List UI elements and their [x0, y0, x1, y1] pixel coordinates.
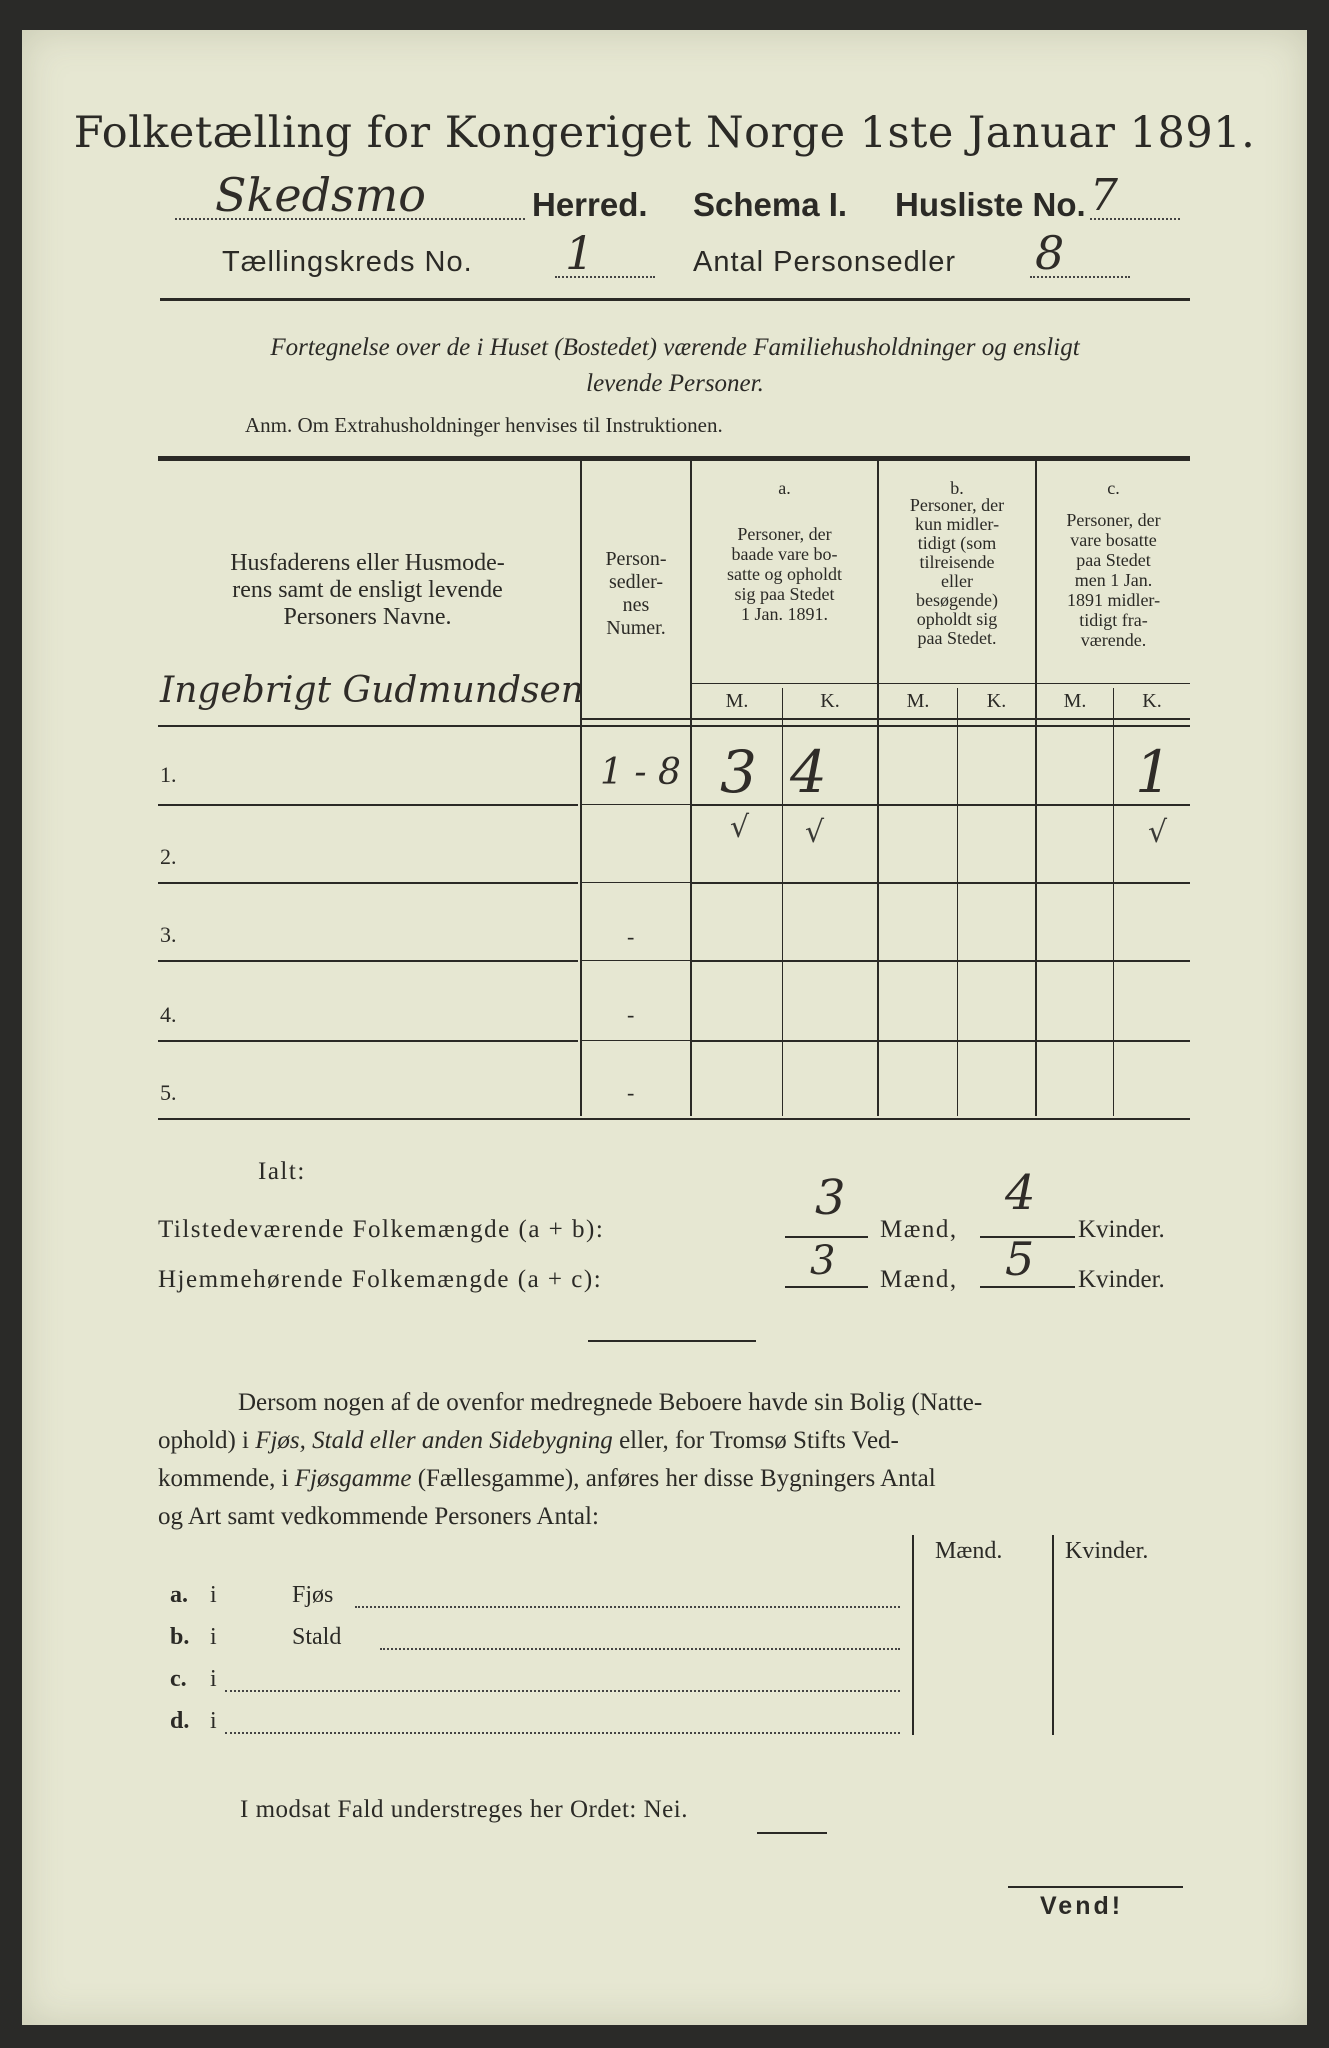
schema-label: Schema I.: [693, 186, 848, 223]
item-d-letter: d.: [170, 1708, 190, 1734]
row-1-line: [158, 804, 578, 806]
col-b-letter: b.: [950, 478, 964, 498]
row-4-number: 4.: [160, 1002, 177, 1027]
row-2-check-a-k: √: [805, 815, 825, 850]
row-2-data-line: [692, 882, 1190, 884]
header-bottom-rule: [158, 725, 1190, 727]
row-3-num-line: [582, 960, 690, 961]
hjemme-k-value: 5: [1005, 1232, 1035, 1286]
a-m-label: M.: [725, 690, 749, 712]
household-head-handwritten: Ingebrigt Gudmundsen: [160, 670, 584, 711]
tilstede-kvinder: Kvinder.: [1078, 1216, 1165, 1243]
b-k-label: K.: [986, 690, 1007, 712]
herred-handwritten: Skedsmo: [215, 168, 426, 222]
col-a-letter: a.: [778, 478, 791, 498]
kreds-label: Tællingskreds No.: [222, 246, 473, 278]
tilstede-label: Tilstedeværende Folkemængde (a + b):: [158, 1216, 605, 1243]
row-3-line: [158, 960, 578, 962]
col-a-header: Personer, der baade vare bo- satte og opholdt sig paa Stedet 1 Jan. 1891.: [727, 524, 842, 624]
antal-handwritten: 8: [1035, 226, 1065, 280]
row-1-a-m: 3: [720, 738, 757, 806]
col-c-letter: c.: [1107, 478, 1120, 498]
intro-line-2: levende Personer.: [586, 370, 764, 397]
item-b-dots: [380, 1640, 900, 1650]
header-divider: [160, 298, 1190, 301]
row-2-check-c-k: √: [1148, 815, 1168, 850]
row-4-num-line: [582, 1040, 690, 1041]
item-a-letter: a.: [170, 1582, 188, 1608]
row-1-num-line: [582, 804, 690, 805]
vend-text: Vend!: [1040, 1892, 1124, 1920]
tilstede-m-value: 3: [815, 1170, 846, 1226]
hjemme-kvinder: Kvinder.: [1078, 1266, 1165, 1293]
form-title: Folketælling for Kongeriget Norge 1ste Januar 1891.: [73, 108, 1256, 158]
buildings-col-divider-1: [912, 1535, 914, 1735]
ialt-label: Ialt:: [258, 1158, 306, 1185]
buildings-paragraph: Dersom nogen af de ovenfor medregnede Beboere havde sin Bolig (Natte- ophold) i Fjøs, Stald eller anden Sidebygning eller, for Tromsø Stifts Ved- kommende, i Fjøsgamme (Fællesgamme), anføres her disse Bygningers Antal og Art samt vedkommende Personers Antal:: [158, 1389, 983, 1530]
row-5-number: 5.: [160, 1080, 177, 1105]
row-2-number: 2.: [160, 844, 177, 869]
tilstede-maend: Mænd,: [880, 1216, 958, 1243]
anm-note: Anm. Om Extrahusholdninger henvises til Instruktionen.: [245, 413, 723, 437]
col-num-header: Person- sedler- nes Numer.: [605, 548, 667, 639]
item-b-letter: b.: [170, 1624, 190, 1650]
hjemme-maend: Mænd,: [880, 1266, 958, 1293]
tilstede-k-value: 4: [1005, 1165, 1036, 1221]
buildings-col-divider-2: [1052, 1535, 1054, 1735]
item-a-name: Fjøs: [292, 1582, 334, 1608]
husliste-label: Husliste No.: [895, 186, 1086, 223]
row-1-c-k: 1: [1135, 738, 1172, 806]
hjemme-m-value: 3: [810, 1238, 836, 1284]
buildings-kvinder-header: Kvinder.: [1065, 1538, 1149, 1564]
row-2-check-a-m: √: [730, 810, 750, 845]
item-b-name: Stald: [292, 1624, 342, 1650]
row-1-number: 1.: [160, 762, 177, 787]
row-2-num-line: [582, 882, 690, 883]
table-bottom-rule: [158, 1118, 1190, 1120]
row-1-a-k: 4: [790, 738, 827, 806]
mk-bottom-rule: [580, 718, 1190, 720]
row-1-sedler: 1 - 8: [600, 752, 681, 793]
col-c-header: Personer, der vare bosatte paa Stedet men 1 Jan. 1891 midler- tidigt fra- værende.: [1066, 510, 1161, 650]
a-k-label: K.: [820, 690, 840, 712]
kreds-handwritten: 1: [565, 226, 595, 280]
row-3-number: 3.: [160, 922, 177, 947]
item-d-prep: i: [210, 1708, 217, 1734]
row-4-data-line: [692, 1040, 1190, 1042]
mk-top-rule: [690, 683, 1190, 684]
item-d-dots: [225, 1724, 900, 1734]
row-4-line: [158, 1040, 578, 1042]
col-b-mk-divider: [957, 688, 958, 1116]
husliste-handwritten: 7: [1090, 170, 1118, 221]
col-b-header: Personer, der kun midler- tidigt (som tilreisende eller besøgende) opholdt sig paa Stedet.: [909, 495, 1005, 648]
col-a-mk-divider: [782, 688, 783, 1116]
row-3-data-line: [692, 960, 1190, 962]
intro-line-1: Fortegnelse over de i Huset (Bostedet) værende Familiehusholdninger og ensligt: [270, 334, 1080, 361]
row-4-sedler: -: [627, 1002, 635, 1027]
nei-underline: [757, 1832, 827, 1834]
hjemme-label: Hjemmehørende Folkemængde (a + c):: [158, 1266, 603, 1293]
col-name-header: Husfaderens eller Husmode- rens samt de ensligt levende Personers Navne.: [230, 550, 505, 630]
modsat-text: I modsat Fald understreges her Ordet: Nei.: [240, 1796, 688, 1823]
item-c-dots: [225, 1682, 900, 1692]
herred-label: Herred.: [532, 186, 648, 223]
totals-divider: [588, 1340, 756, 1342]
buildings-maend-header: Mænd.: [935, 1538, 1003, 1564]
item-b-prep: i: [210, 1624, 217, 1650]
col-name-header-line2: rens samt de ensligt levende: [232, 577, 503, 603]
item-a-dots: [355, 1598, 900, 1608]
item-c-letter: c.: [170, 1666, 187, 1692]
row-5-sedler: -: [627, 1080, 635, 1105]
c-k-label: K.: [1142, 690, 1162, 712]
b-m-label: M.: [906, 690, 930, 712]
row-1-data-line: [692, 804, 1190, 806]
hjemme-m-line: [785, 1286, 868, 1288]
row-2-line: [158, 882, 578, 884]
item-c-prep: i: [210, 1666, 217, 1692]
row-3-sedler: -: [627, 924, 635, 949]
vend-rule: [1008, 1886, 1183, 1888]
antal-label: Antal Personsedler: [693, 246, 957, 278]
hjemme-k-line: [980, 1286, 1075, 1288]
item-a-prep: i: [210, 1582, 217, 1608]
c-m-label: M.: [1063, 690, 1087, 712]
col-c-mk-divider: [1113, 688, 1114, 1116]
